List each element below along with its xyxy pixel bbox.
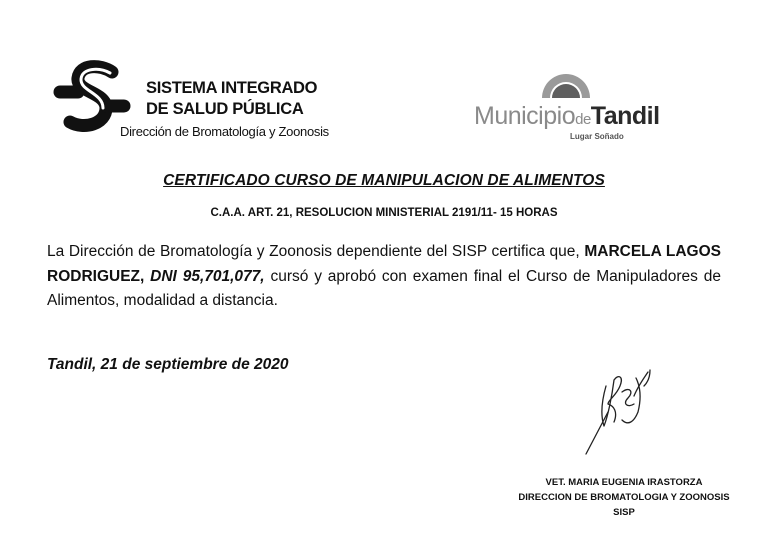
signature-icon [578,356,668,456]
municipio-de: de [575,111,591,128]
place-date: Tandil, 21 de septiembre de 2020 [47,356,289,373]
sisp-logo [52,58,329,148]
sisp-logo-line3: Dirección de Bromatología y Zoonosis [120,124,329,139]
recipient-name: MARCELA LAGOS RODRIGUEZ, [47,243,721,285]
sisp-logo-line2: DE SALUD PÚBLICA [146,100,304,118]
subtitle-main: C.A.A. ART. 21, RESOLUCION MINISTERIAL 2191/11- 15 HORAS [210,207,558,219]
municipio-city: Tandil [590,102,660,130]
body-rest: cursó y aprobó con examen final el Curso de Manipuladores de Alimentos, modalidad a distancia. [47,267,721,309]
municipio-logo [470,58,670,144]
signatory-org: SISP [613,507,635,518]
municipio-tagline: Lugar Soñado [570,132,624,141]
recipient-dni: DNI 95,701,077, [144,267,265,285]
signatory-block [494,475,754,520]
municipio-wordmark [474,102,660,131]
municipio-word: Municipio [474,102,576,130]
sisp-logo-line1: SISTEMA INTEGRADO [146,79,318,97]
certificate-title: CERTIFICADO CURSO DE MANIPULACION DE ALIMENTOS [163,172,605,189]
signatory-position: DIRECCION DE BROMATOLOGIA Y ZOONOSIS [518,492,730,503]
municipio-arc-icon [538,58,594,102]
certificate-subtitle [0,207,768,219]
certificate-body [47,240,721,314]
signatory-name: VET. MARIA EUGENIA IRASTORZA [545,477,703,488]
body-intro: La Dirección de Bromatología y Zoonosis dependiente del SISP certifica que, [47,243,585,260]
